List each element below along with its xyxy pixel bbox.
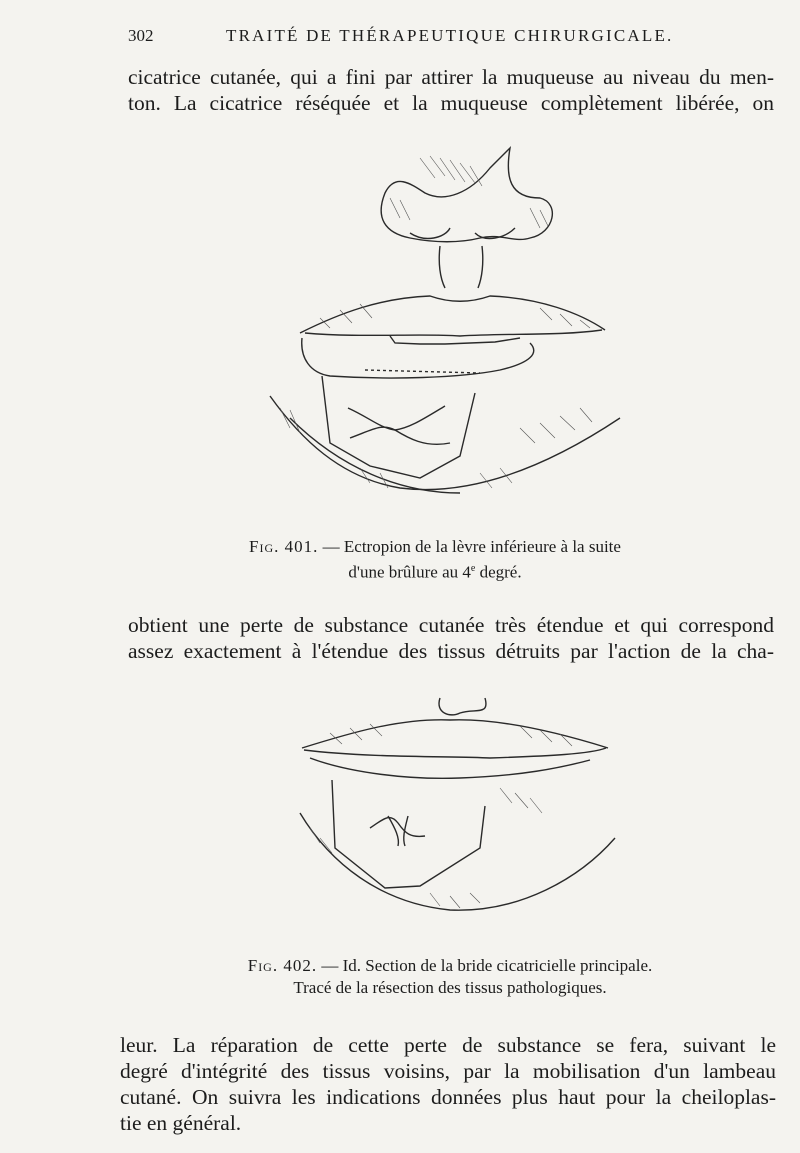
figure-label: Fig. 402. bbox=[247, 956, 318, 975]
text-line: leur. La réparation de cette perte de substance se fera, suivant le bbox=[120, 1033, 776, 1057]
paragraph-2 bbox=[128, 612, 774, 664]
superscript: e bbox=[470, 563, 476, 574]
text-line: tie en général. bbox=[120, 1111, 242, 1135]
caption-text: — Ectropion de la lèvre inférieure à la suite bbox=[322, 537, 621, 556]
page-header bbox=[128, 26, 688, 50]
text-line: cicatrice cutanée, qui a fini par attirer la muqueuse au niveau du men- bbox=[128, 65, 774, 89]
figure-401-illustration bbox=[260, 138, 640, 528]
figure-401-caption bbox=[200, 536, 670, 584]
paragraph-3 bbox=[120, 1032, 776, 1136]
page-number: 302 bbox=[128, 26, 154, 45]
text-line: assez exactement à l'étendue des tissus détruits par l'action de la cha- bbox=[128, 639, 774, 663]
text-line: cutané. On suivra les indications données plus haut pour la cheiloplas- bbox=[120, 1085, 776, 1109]
figure-label: Fig. 401. bbox=[249, 537, 319, 556]
text-line: degré d'intégrité des tissus voisins, par la mobilisation d'un lambeau bbox=[120, 1059, 776, 1083]
figure-402-illustration bbox=[290, 688, 620, 920]
paragraph-1 bbox=[128, 64, 774, 116]
text-line: obtient une perte de substance cutanée très étendue et qui correspond bbox=[128, 613, 774, 637]
running-title: TRAITÉ DE THÉRAPEUTIQUE CHIRURGICALE. bbox=[226, 26, 674, 45]
text-line: ton. La cicatrice réséquée et la muqueuse complètement libérée, on bbox=[128, 91, 774, 115]
figure-402-caption bbox=[200, 955, 700, 999]
caption-line: Tracé de la résection des tissus pathologiques. bbox=[293, 978, 607, 997]
caption-line bbox=[200, 558, 670, 584]
caption-line bbox=[200, 536, 670, 558]
caption-text: degré. bbox=[475, 562, 522, 582]
caption-text: — Id. Section de la bride cicatricielle principale. bbox=[321, 956, 653, 975]
caption-text: d'une brûlure au 4 bbox=[348, 562, 471, 582]
caption-line bbox=[200, 955, 700, 977]
